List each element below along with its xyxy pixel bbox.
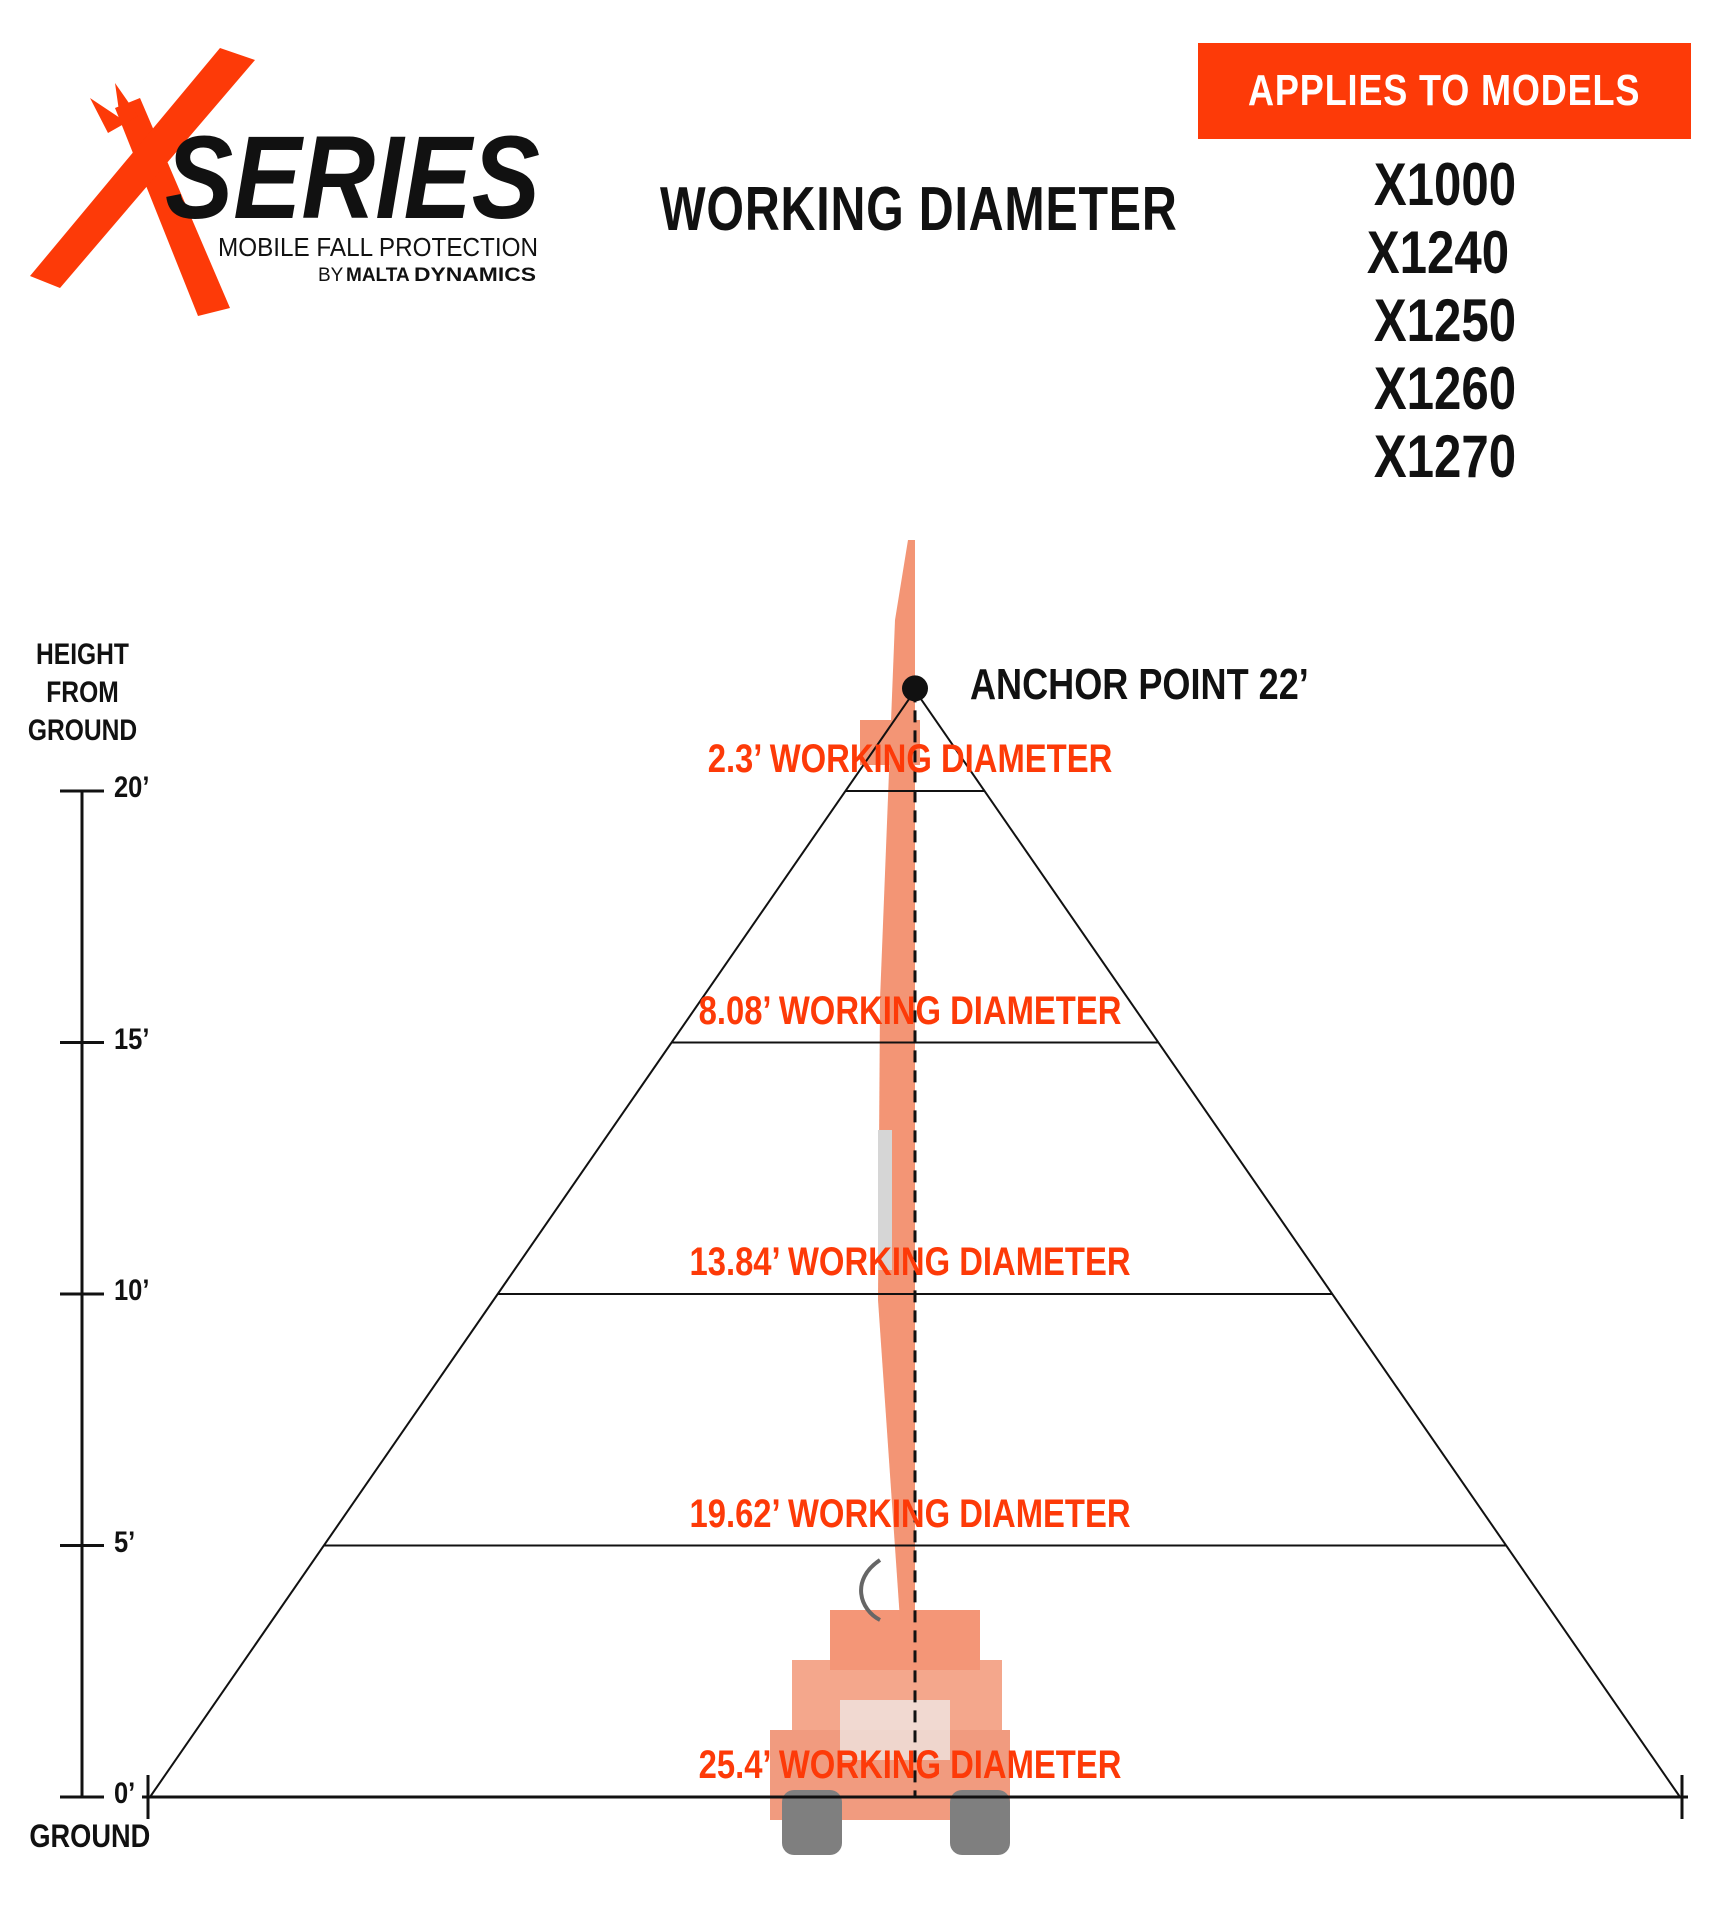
model-item: X1000	[1373, 151, 1517, 218]
model-item: X1240	[1366, 219, 1510, 286]
ground-label: GROUND	[29, 1818, 151, 1854]
logo-tagline: MOBILE FALL PROTECTION	[218, 232, 538, 262]
working-diameter-label: 8.08’ WORKING DIAMETER	[698, 988, 1122, 1033]
models-heading: APPLIES TO MODELS	[1248, 66, 1641, 115]
logo-byline-prefix: BY	[318, 265, 344, 286]
axis-tick-label: 20’	[114, 771, 150, 804]
working-diameter-label: 13.84’ WORKING DIAMETER	[689, 1240, 1131, 1284]
model-item: X1270	[1373, 423, 1517, 490]
anchor-point-dot	[902, 675, 928, 701]
axis-title-line: HEIGHT	[36, 638, 129, 671]
height-axis	[60, 791, 104, 1797]
logo-brand-word: SERIES	[165, 112, 540, 244]
axis-title-line: FROM	[46, 676, 119, 709]
working-diameter-label: 2.3’ WORKING DIAMETER	[707, 737, 1113, 781]
axis-tick-label: 15’	[114, 1022, 150, 1056]
axis-title	[10, 636, 155, 750]
anchor-point-label: ANCHOR POINT 22’	[970, 660, 1309, 710]
model-item: X1260	[1373, 355, 1517, 422]
logo-byline-rest: DYNAMICS	[414, 265, 536, 286]
working-diameter-label: 25.4’ WORKING DIAMETER	[698, 1743, 1122, 1787]
page-title: WORKING DIAMETER	[660, 175, 1178, 244]
axis-title-line: GROUND	[27, 714, 138, 747]
model-item: X1250	[1373, 287, 1517, 354]
working-diameter-label: 19.62’ WORKING DIAMETER	[689, 1491, 1131, 1536]
axis-tick-label: 5’	[114, 1525, 136, 1559]
axis-tick-label: 0’	[114, 1777, 136, 1810]
axis-tick-label: 10’	[114, 1274, 150, 1307]
logo-byline-brand: MALTA	[346, 265, 410, 286]
